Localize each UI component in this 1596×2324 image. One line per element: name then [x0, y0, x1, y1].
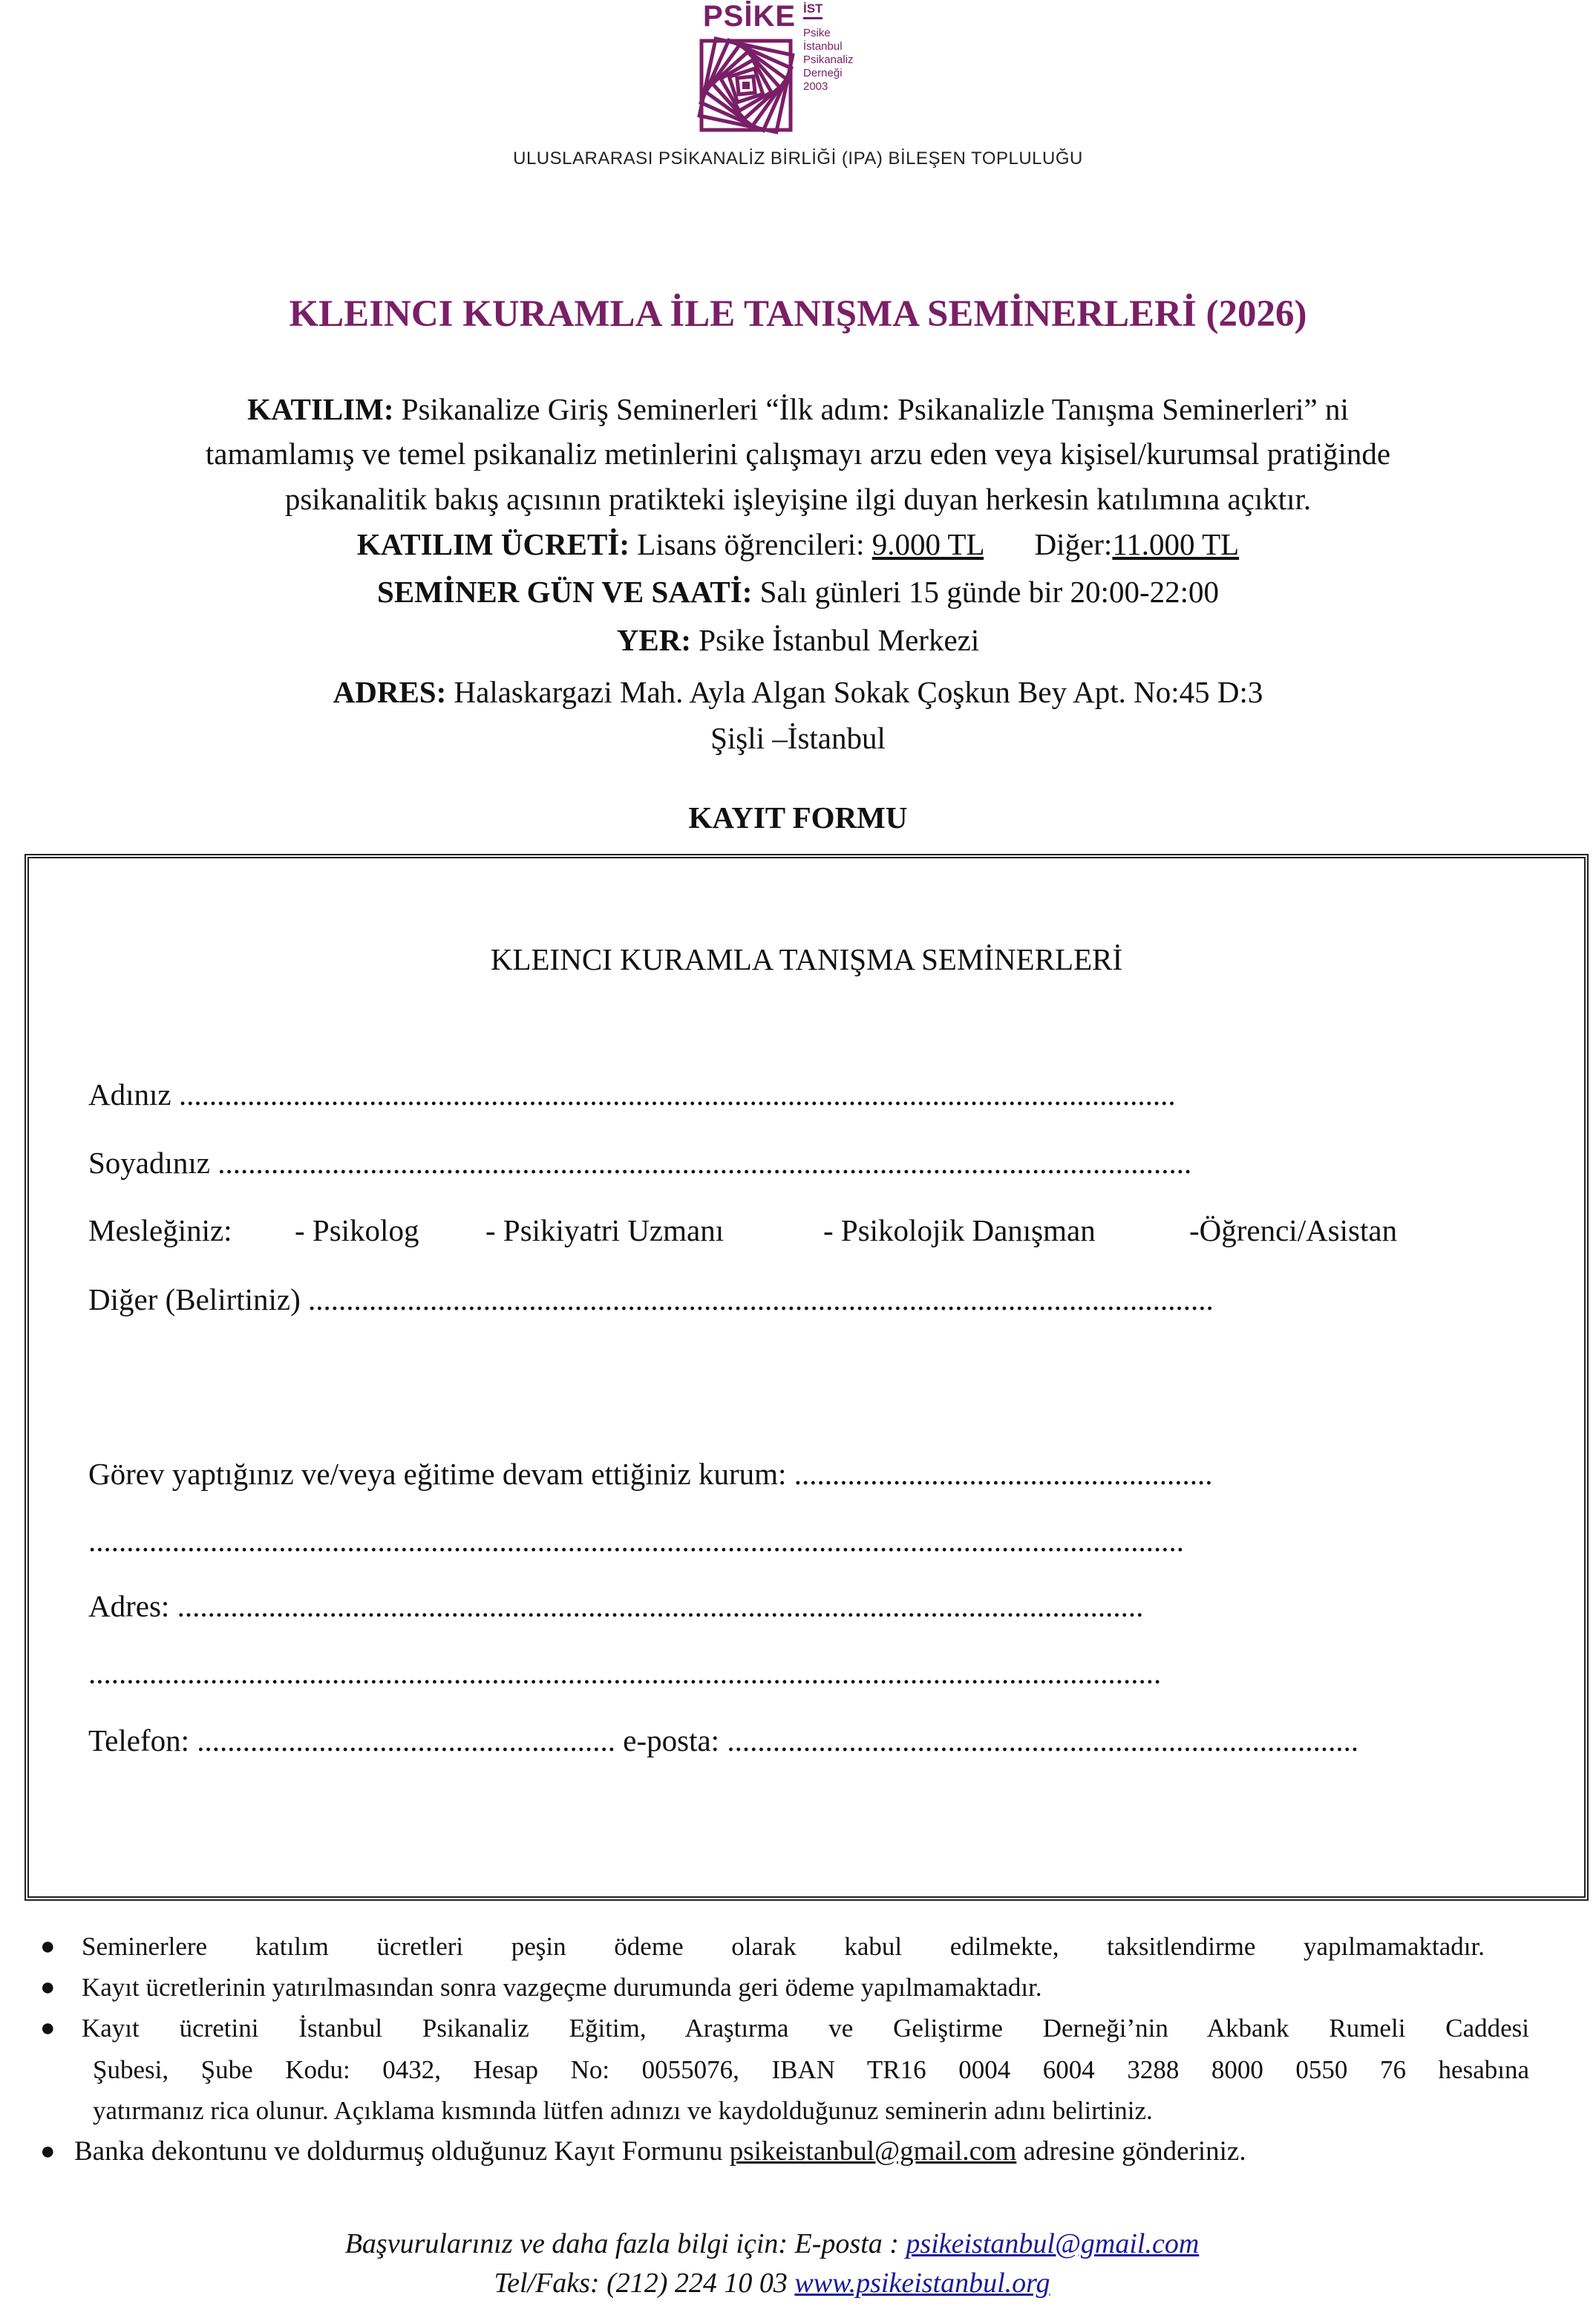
logo-line: Psike [803, 27, 831, 39]
footer-email-link[interactable]: psikeistanbul@gmail.com [906, 2228, 1200, 2259]
logo-ist: İST [803, 1, 822, 19]
name-label: Adınız [88, 1077, 171, 1112]
note-text: Şubesi, Şube Kodu: 0432, Hesap No: 0055076, IBAN TR16 0004 6004 3288 8000 0550 76 hesabına [93, 2055, 1529, 2084]
logo-line: Derneği [803, 67, 843, 79]
form-heading: KAYIT FORMU [688, 800, 908, 835]
profession-option-psikolog[interactable]: - Psikolog [295, 1213, 419, 1247]
name-field[interactable]: ................................................................................................................................... [178, 1077, 1176, 1112]
form-address-field[interactable]: ............................................................................................................................... [177, 1589, 1144, 1623]
katilim-line-1 [0, 391, 1596, 427]
form-address-label: Adres: [88, 1589, 170, 1623]
note-text: Seminerlere katılım ücretleri peşin ödeme olarak kabul edilmekte, taksitlendirme yapılmamaktadır. [82, 1932, 1485, 1961]
fee-other-label: Diğer: [1034, 527, 1113, 561]
footer-phone [0, 2267, 1570, 2299]
profession-option-danisman[interactable]: - Psikolojik Danışman [823, 1213, 1096, 1247]
footer-contact [0, 2227, 1570, 2260]
footer-label: Başvurularınız ve daha fazla bilgi için: E-posta : [344, 2228, 906, 2259]
bullet-icon: ● [40, 2014, 56, 2042]
place-line [0, 622, 1596, 658]
name-row [88, 1077, 1176, 1112]
logo-line: İstanbul [803, 40, 843, 53]
logo-line: 2003 [803, 80, 828, 93]
schedule-label: SEMİNER GÜN VE SAATİ: [377, 575, 753, 609]
note-suffix: adresine gönderiniz. [1016, 2136, 1246, 2167]
registration-form [24, 854, 1589, 1901]
address-city: Şişli –İstanbul [710, 721, 886, 755]
email-field[interactable]: ................................................................................... [727, 1723, 1359, 1757]
org-subtitle: ULUSLARARASI PSİKANALİZ BİRLİĞİ (IPA) BİLEŞEN TOPLULUĞU [513, 148, 1083, 169]
other-profession-field[interactable]: ....................................................................................................................... [308, 1282, 1214, 1316]
schedule-line [0, 574, 1596, 610]
katilim-text: Psikanalize Giriş Seminerleri “İlk adım: Psikanalizle Tanışma Seminerleri” ni [401, 392, 1349, 426]
other-profession-label: Diğer (Belirtiniz) [88, 1282, 301, 1316]
fee-label: KATILIM ÜCRETİ: [356, 527, 629, 561]
logo-text [803, 27, 854, 94]
bullet-icon: ● [40, 2138, 56, 2165]
institution-field-line-2[interactable]: ................................................................................................................................................ [88, 1524, 1184, 1558]
logo-spiral-icon [690, 30, 802, 141]
note-email-link[interactable]: psikeistanbul@gmail.com [729, 2136, 1017, 2167]
footer-phone-text: Tel/Faks: (212) 224 10 03 [494, 2268, 795, 2299]
form-address-field-line-2[interactable]: ............................................................................................................................................. [88, 1656, 1162, 1690]
surname-row [88, 1145, 1191, 1181]
surname-field[interactable]: ................................................................................................................................ [218, 1146, 1192, 1180]
katilim-label: KATILIM: [247, 392, 394, 426]
profession-label: Mesleğiniz: [88, 1213, 232, 1247]
katilim-line-2: tamamlamış ve temel psikanaliz metinlerini çalışmayı arzu eden veya kişisel/kurumsal pratiğinde [205, 437, 1391, 471]
address-value: Halaskargazi Mah. Ayla Algan Sokak Çoşkun Bey Apt. No:45 D:3 [454, 675, 1263, 709]
footer-website-link[interactable]: www.psikeistanbul.org [794, 2268, 1050, 2299]
profession-option-psikiyatri[interactable]: - Psikiyatri Uzmanı [485, 1213, 725, 1247]
fee-other-amount: 11.000 TL [1112, 527, 1240, 561]
surname-label: Soyadınız [88, 1146, 210, 1180]
fee-student-amount: 9.000 TL [871, 527, 984, 561]
phone-label: Telefon: [88, 1723, 190, 1757]
note-text [74, 2131, 1522, 2173]
institution-field[interactable]: ....................................................... [794, 1457, 1213, 1491]
form-title: KLEINCI KURAMLA TANIŞMA SEMİNERLERİ [490, 942, 1123, 976]
note-text: Kayıt ücretini İstanbul Psikanaliz Eğitim, Araştırma ve Geliştirme Derneği’nin Akbank Rumeli Caddesi [82, 2014, 1529, 2043]
profession-option-ogrenci[interactable]: -Öğrenci/Asistan [1189, 1213, 1398, 1247]
contact-row [88, 1723, 1358, 1758]
fee-line [0, 526, 1596, 562]
logo [683, 0, 876, 148]
page-title: KLEINCI KURAMLA İLE TANIŞMA SEMİNERLERİ (2026) [289, 293, 1307, 335]
phone-field[interactable]: ....................................................... [197, 1723, 616, 1757]
note-text: yatırmanız rica olunur. Açıklama kısmında lütfen adınızı ve kaydolduğunuz seminerin adını belirtiniz. [93, 2096, 1153, 2125]
bullet-icon: ● [40, 1974, 56, 2001]
note-text: Kayıt ücretlerinin yatırılmasından sonra vazgeçme durumunda geri ödeme yapılmamaktadır. [82, 1973, 1042, 2002]
form-address-row [88, 1588, 1143, 1624]
bullet-icon: ● [40, 1933, 56, 1960]
logo-wordmark: PSİKE [703, 0, 797, 33]
email-label: e-posta: [623, 1723, 720, 1757]
fee-student-label: Lisans öğrencileri: [637, 527, 872, 561]
place-label: YER: [616, 623, 691, 657]
institution-row [88, 1456, 1212, 1492]
place-value: Psike İstanbul Merkezi [699, 623, 980, 657]
katilim-line-3: psikanalitik bakış açısının pratikteki işleyişine ilgi duyan herkesin katılımına açıktır. [284, 482, 1312, 516]
schedule-value: Salı günleri 15 günde bir 20:00-22:00 [759, 575, 1219, 609]
other-profession-row [88, 1282, 1214, 1317]
address-label: ADRES: [333, 675, 447, 709]
note-prefix: Banka dekontunu ve doldurmuş olduğunuz Kayıt Formunu [74, 2136, 730, 2167]
logo-line: Psikanaliz [803, 53, 854, 66]
institution-label: Görev yaptığınız ve/veya eğitime devam ettiğiniz kurum: [88, 1457, 787, 1491]
address-line [0, 674, 1596, 710]
